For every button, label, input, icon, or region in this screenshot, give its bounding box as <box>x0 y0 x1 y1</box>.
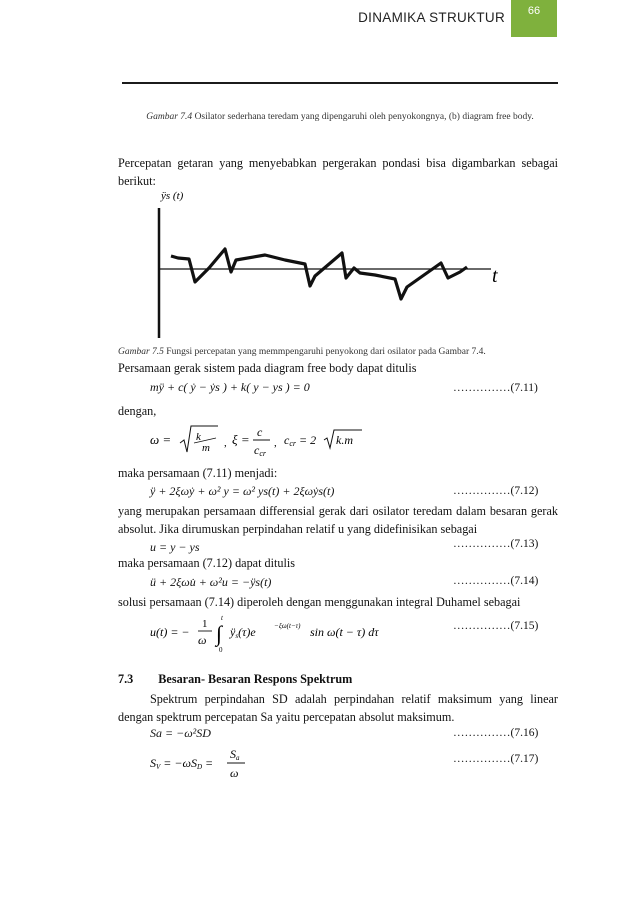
acceleration-signal <box>171 249 467 299</box>
equation-7-13: u = y − ys <box>150 540 200 554</box>
paragraph-relative-displacement: yang merupakan persamaan differensial gerak dari osilator teredam dalam besaran gerak absolut. Jika dirumuskan perpindahan relatif u yang didefinisikan sebagai <box>118 504 558 536</box>
svg-text:SV = −ωSD =: SV = −ωSD = <box>150 756 214 771</box>
paragraph-maka-7-12: maka persamaan (7.12) dapat ditulis <box>118 556 295 570</box>
y-axis-label: ÿs (t) <box>161 190 184 202</box>
equation-7-16: Sa = −ω²SD <box>150 726 211 740</box>
duhamel-svg <box>150 608 410 658</box>
paragraph-dengan: dengan, <box>118 404 157 418</box>
equation-7-17-number: ……………(7.17) <box>453 753 539 765</box>
equation-7-11-number: ……………(7.11) <box>453 382 538 394</box>
paragraph-maka-7-11: maka persamaan (7.11) menjadi: <box>118 466 278 480</box>
svg-text:k: k <box>196 431 201 443</box>
paragraph-equation-of-motion: Persamaan gerak sistem pada diagram free body dapat ditulis <box>118 361 417 375</box>
svg-text:ω: ω <box>230 766 239 780</box>
svg-text:ccr = 2: ccr = 2 <box>284 433 317 448</box>
svg-text:c: c <box>257 425 263 439</box>
definitions-svg <box>150 418 390 464</box>
figure-7-4-label: Gambar 7.4 <box>146 112 193 122</box>
figure-7-5-label: Gambar 7.5 <box>118 347 164 357</box>
equation-7-13-number: ……………(7.13) <box>453 538 539 550</box>
svg-text:ω =: ω = <box>150 432 172 447</box>
section-number: 7.3 <box>118 672 134 686</box>
running-header-title: DINAMIKA STRUKTUR <box>358 10 505 25</box>
figure-7-5-caption <box>118 346 568 359</box>
acceleration-chart-svg <box>145 190 505 345</box>
svg-text:m: m <box>202 442 210 454</box>
svg-text:1: 1 <box>202 618 208 630</box>
velocity-spectrum-svg <box>150 744 290 784</box>
svg-text:,: , <box>224 437 227 449</box>
equation-7-14: ü + 2ξωu̇ + ω²u = −ÿs(t) <box>150 575 272 589</box>
equation-7-12: ÿ + 2ξωẏ + ω² y = ω² ys(t) + 2ξωẏs(t) <box>150 484 335 498</box>
svg-text:∫: ∫ <box>216 621 223 646</box>
svg-text:,: , <box>274 437 277 449</box>
svg-text:ÿs(τ)e: ÿs(τ)e <box>230 625 256 640</box>
svg-text:ccr: ccr <box>254 443 266 458</box>
figure-7-4-caption-text: Osilator sederhana teredam yang dipengaruhi oleh penyokongnya, (b) diagram free body. <box>194 112 534 122</box>
equation-7-11: mÿ + c( ẏ − ẏs ) + k( y − ys ) = 0 <box>150 380 310 394</box>
figure-7-4-caption <box>120 111 560 124</box>
paragraph-spectrum: Spektrum perpindahan SD adalah perpindahan relatif maksimum yang linear dengan spektrum percepatan Sa yaitu percepatan absolut maksimum. <box>118 692 558 724</box>
paragraph-duhamel: solusi persamaan (7.14) diperoleh dengan menggunakan integral Duhamel sebagai <box>118 595 521 609</box>
svg-text:t: t <box>221 614 223 622</box>
svg-text:−ξω(t−τ): −ξω(t−τ) <box>274 622 301 630</box>
svg-text:0: 0 <box>219 646 223 654</box>
equation-7-16-number: ……………(7.16) <box>453 727 539 739</box>
svg-text:k.m: k.m <box>336 433 353 447</box>
x-axis-label: t <box>492 265 498 287</box>
section-title: Besaran- Besaran Respons Spektrum <box>158 672 353 686</box>
svg-text:u(t) = −: u(t) = − <box>150 625 190 639</box>
page-number-badge: 66 <box>511 0 557 37</box>
equation-7-15 <box>150 608 410 658</box>
svg-text:ξ =: ξ = <box>232 432 250 447</box>
figure-7-5-caption-text: Fungsi percepatan yang memmpengaruhi penyokong dari osilator pada Gambar 7.4. <box>166 347 486 357</box>
paragraph-acceleration: Percepatan getaran yang menyebabkan pergerakan pondasi bisa digambarkan sebagai berikut: <box>118 156 558 188</box>
section-heading <box>118 672 352 687</box>
svg-text:Sa: Sa <box>230 747 240 762</box>
equation-definitions <box>150 418 390 464</box>
equation-7-15-number: ……………(7.15) <box>453 620 539 632</box>
equation-7-12-number: ……………(7.12) <box>453 485 539 497</box>
header-rule <box>122 82 558 84</box>
svg-text:sin ω(t − τ) dτ: sin ω(t − τ) dτ <box>310 625 379 639</box>
equation-7-14-number: ……………(7.14) <box>453 575 539 587</box>
svg-text:ω: ω <box>198 633 207 647</box>
acceleration-chart <box>145 190 505 350</box>
equation-7-17 <box>150 744 290 784</box>
